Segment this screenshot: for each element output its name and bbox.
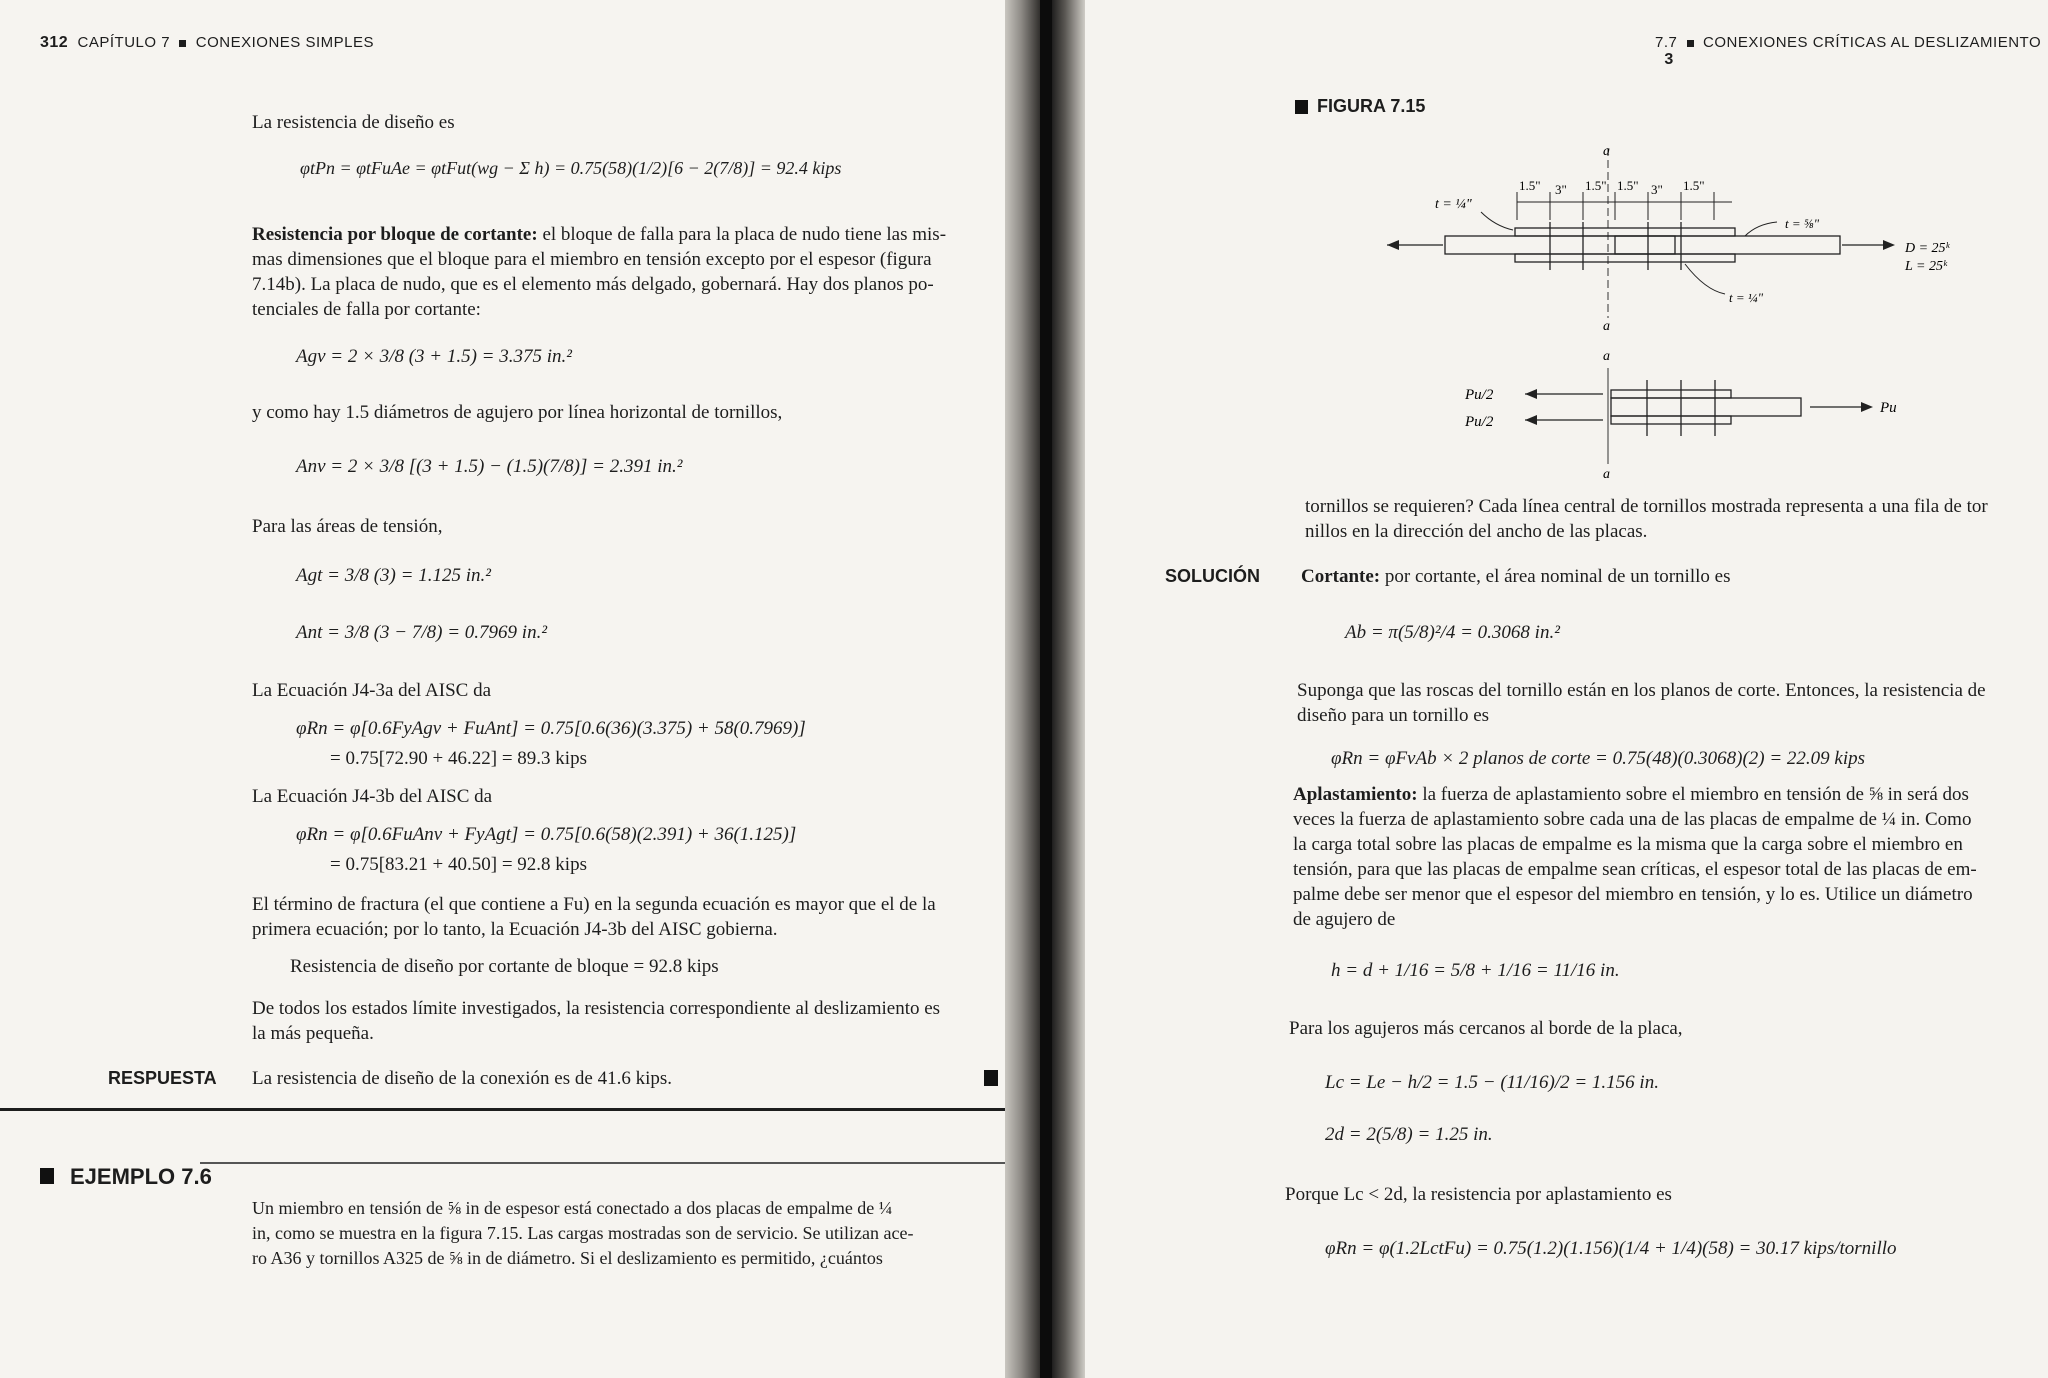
intro-text: La resistencia de diseño es — [252, 112, 455, 133]
respuesta-label: RESPUESTA — [108, 1068, 217, 1088]
solucion-label: SOLUCIÓN — [1165, 566, 1261, 586]
example-label: EJEMPLO 7.6 — [70, 1164, 212, 1189]
porque-text: Porque Lc < 2d, la resistencia por aplastamiento es — [1285, 1184, 1672, 1205]
page-number: 312 — [40, 34, 69, 51]
equation-j43a-line2: = 0.75[72.90 + 46.22] = 89.3 kips — [330, 748, 587, 769]
equation-phiRn-shear: φRn = φFvAb × 2 planos de corte = 0.75(48)(0.3068)(2) = 22.09 kips — [1331, 748, 1866, 769]
chapter-label: CAPÍTULO 7 — [77, 34, 171, 51]
example-rule — [200, 1162, 1005, 1164]
right-page — [1085, 0, 2048, 1378]
figure-7-15-diagram — [1385, 140, 2005, 480]
section-mark-bottom: a — [1603, 319, 1610, 334]
aplastamiento-title: Aplastamiento: — [1293, 784, 1418, 805]
equation-anv: Anv = 2 × 3/8 [(3 + 1.5) − (1.5)(7/8)] = 2.391 in.² — [296, 456, 683, 477]
cortante-title: Cortante: — [1301, 566, 1381, 587]
respuesta-text: La resistencia de diseño de la conexión es de 41.6 kips. — [252, 1068, 672, 1089]
pu2-upper-label: Pu/2 — [1465, 387, 1494, 403]
section-view-mark-bottom: a — [1603, 467, 1610, 480]
page-number: 3 — [1664, 51, 1674, 68]
example-bullet-icon — [40, 1168, 54, 1184]
right-running-header — [1655, 34, 2048, 69]
dim-1: 1.5" — [1519, 178, 1541, 193]
block-shear-paragraph: Resistencia por bloque de cortante: el bloque de falla para la placa de nudo tiene las mis- mas dimensiones que el bloque para el miembro en tensión excepto por el espesor (figura 7.14b). La placa de nudo, que es el elemento más delgado, gobernará. Hay dos planos po- tenciales de falla por cortante: — [252, 224, 947, 320]
dim-3: 1.5" — [1585, 178, 1607, 193]
j43b-text: La Ecuación J4-3b del AISC da — [252, 786, 493, 807]
section-number: 7.7 — [1655, 34, 1678, 51]
chapter-title: CONEXIONES SIMPLES — [195, 34, 374, 51]
equation-lc: Lc = Le − h/2 = 1.5 − (11/16)/2 = 1.156 in. — [1325, 1072, 1659, 1093]
section-title: CONEXIONES CRÍTICAS AL DESLIZAMIENTO — [1703, 34, 2042, 51]
limit-states-paragraph: De todos los estados límite investigados, la resistencia correspondiente al deslizamiento es la más pequeña. — [252, 998, 941, 1044]
bullet-icon — [1687, 40, 1694, 47]
equation-ant: Ant = 3/8 (3 − 7/8) = 0.7969 in.² — [296, 622, 548, 643]
dim-2: 3" — [1555, 182, 1567, 197]
tension-areas-text: Para las áreas de tensión, — [252, 516, 443, 537]
left-running-header — [40, 34, 374, 52]
dim-5: 3" — [1651, 182, 1663, 197]
aplastamiento-paragraph: Aplastamiento: la fuerza de aplastamiento sobre el miembro en tensión de ⅝ in será dos veces la fuerza de aplastamiento sobre cada una de las placas de empalme de ¼ in. Como la carga total sobre las placas de empalme es la misma que la carga sobre el miembro en tensión, para que las placas de empalme sean críticas, el espesor total de las placas de em- palme debe ser menor que el espesor del miembro en tensión, y lo es. Utilice un diámetro de agujero de — [1293, 784, 1977, 930]
section-mark-top: a — [1603, 144, 1610, 159]
suponga-paragraph: Suponga que las roscas del tornillo están en los planos de corte. Entonces, la resistencia de diseño para un tornillo es — [1297, 680, 1986, 726]
dim-6: 1.5" — [1683, 178, 1705, 193]
live-load-label: L = 25ᵏ — [1905, 259, 1947, 274]
book-spine — [1040, 0, 1052, 1378]
equation-2d: 2d = 2(5/8) = 1.25 in. — [1325, 1124, 1493, 1145]
equation-phiRn-bearing: φRn = φ(1.2LctFu) = 0.75(1.2)(1.156)(1/4 + 1/4)(58) = 30.17 kips/tornillo — [1325, 1238, 1897, 1259]
left-page — [0, 0, 1005, 1378]
equation-j43a-line1: φRn = φ[0.6FyAgv + FuAnt] = 0.75[0.6(36)(3.375) + 58(0.7969)] — [296, 718, 806, 739]
equation-hole-diameter: h = d + 1/16 = 5/8 + 1/16 = 11/16 in. — [1331, 960, 1620, 981]
section-view-mark-top: a — [1603, 349, 1610, 364]
equation-j43b-line1: φRn = φ[0.6FuAnv + FyAgt] = 0.75[0.6(58)(2.391) + 36(1.125)] — [296, 824, 797, 845]
section-view — [1464, 349, 1897, 480]
separator-rule — [0, 1108, 1005, 1111]
equation-j43b-line2: = 0.75[83.21 + 40.50] = 92.8 kips — [330, 854, 587, 875]
example-statement: Un miembro en tensión de ⅝ in de espesor está conectado a dos placas de empalme de ¼ in, como se muestra en la figura 7.15. Las cargas mostradas son de servicio. Se utilizan ace- ro A36 y tornillos A325 de ⅝ in de diámetro. Si el deslizamiento es permitido, ¿cuántos — [252, 1198, 914, 1268]
dead-load-label: D = 25ᵏ — [1905, 241, 1950, 256]
elevation-view — [1387, 144, 1951, 334]
block-shear-result: Resistencia de diseño por cortante de bloque = 92.8 kips — [290, 956, 719, 977]
equation-ab: Ab = π(5/8)²/4 = 0.3068 in.² — [1345, 622, 1560, 643]
pu2-lower-label: Pu/2 — [1465, 414, 1494, 430]
fracture-paragraph: El término de fractura (el que contiene a Fu) en la segunda ecuación es mayor que el de la primera ecuación; por lo tanto, la Ecuación J4-3b del AISC gobierna. — [252, 894, 936, 940]
t-right-label: t = ⅝" — [1785, 216, 1820, 231]
equation-agt: Agt = 3/8 (3) = 1.125 in.² — [296, 565, 491, 586]
pu-label: Pu — [1880, 400, 1897, 416]
equation-agv: Agv = 2 × 3/8 (3 + 1.5) = 3.375 in.² — [296, 346, 572, 367]
j43a-text: La Ecuación J4-3a del AISC da — [252, 680, 492, 701]
bullet-icon — [179, 40, 186, 47]
t-bottom-label: t = ¼" — [1729, 290, 1764, 305]
block-shear-title: Resistencia por bloque de cortante: — [252, 224, 538, 245]
figure-label: FIGURA 7.15 — [1317, 96, 1426, 116]
edge-holes-text: Para los agujeros más cercanos al borde de la placa, — [1289, 1018, 1683, 1039]
continuation-paragraph: tornillos se requieren? Cada línea central de tornillos mostrada representa a una fila de tor nillos en la dirección del ancho de las placas. — [1305, 496, 1988, 542]
t-top-label: t = ¼" — [1435, 197, 1472, 212]
dim-4: 1.5" — [1617, 178, 1639, 193]
figure-bullet-icon — [1295, 100, 1308, 114]
holes-text: y como hay 1.5 diámetros de agujero por línea horizontal de tornillos, — [252, 402, 783, 423]
end-of-example-square — [984, 1070, 998, 1086]
equation-phitPn: φtPn = φtFuAe = φtFut(wg − Σ h) = 0.75(58)(1/2)[6 − 2(7/8)] = 92.4 kips — [300, 158, 842, 178]
cortante-paragraph: Cortante: por cortante, el área nominal de un tornillo es — [1301, 566, 1731, 587]
